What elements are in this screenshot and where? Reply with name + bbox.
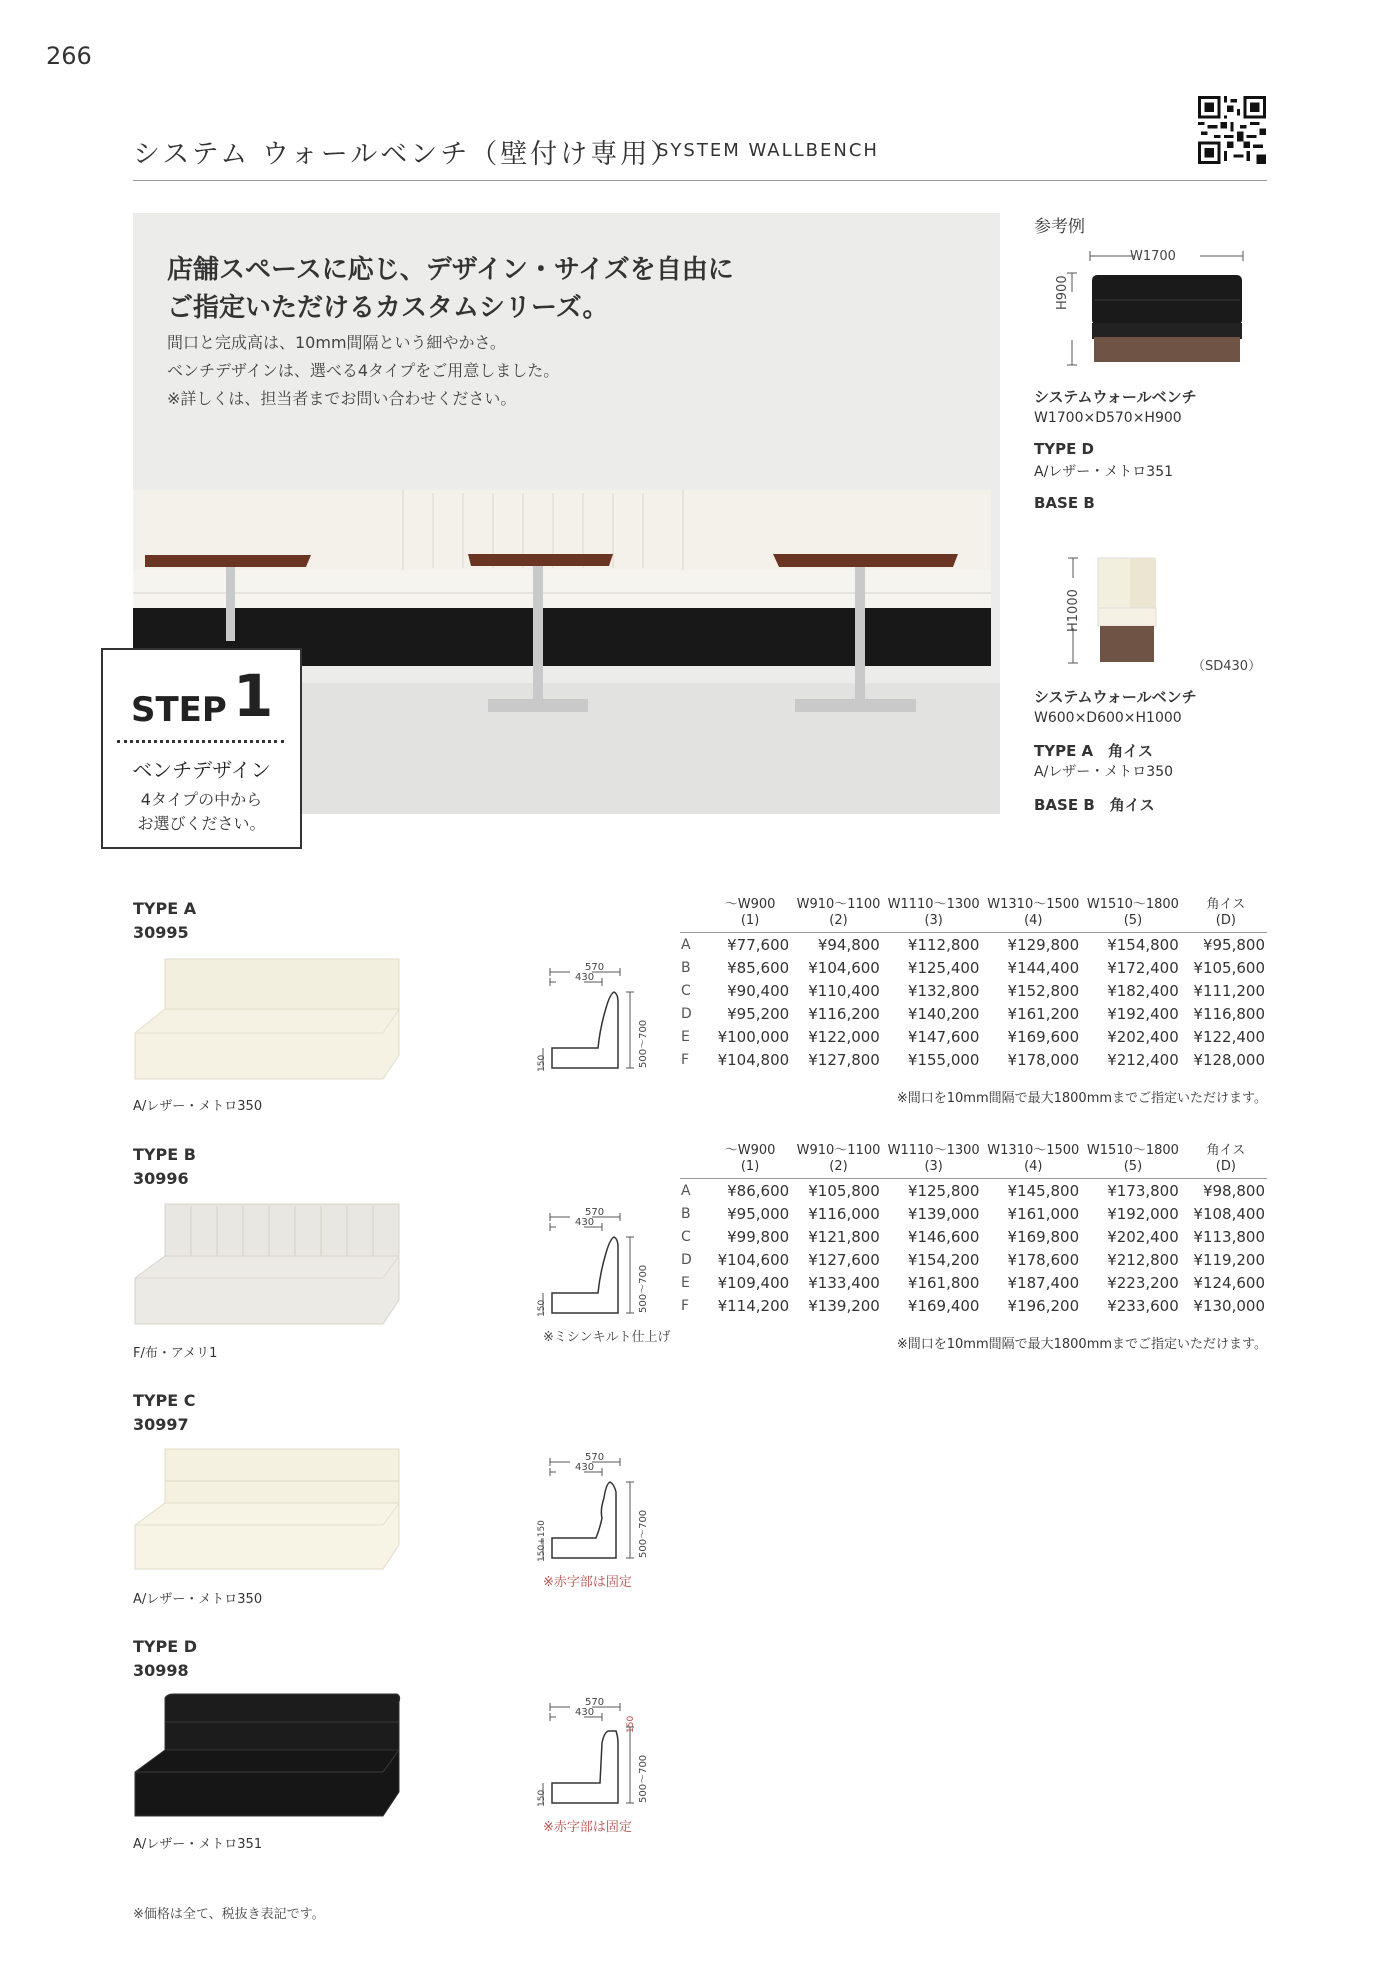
example-bench-d: [1050, 245, 1250, 375]
step-number: 1: [233, 662, 274, 730]
price-cell: ¥119,200: [1193, 1250, 1265, 1269]
price-cell: ¥104,600: [808, 958, 880, 977]
price-cell: ¥90,400: [727, 981, 790, 1000]
type-d-label: TYPE D 30998: [133, 1637, 198, 1680]
price-cell: ¥116,800: [1193, 1004, 1265, 1023]
dim-depth-total: 570: [585, 1452, 605, 1463]
price-cell: ¥112,800: [907, 935, 980, 954]
price-note: ※間口を10mm間隔で最大1800mmまでご指定いただけます。: [896, 1091, 1267, 1106]
dim-depth-inner: 430: [575, 1707, 595, 1718]
price-row: [681, 1025, 1269, 1048]
price-cell: ¥113,800: [1193, 1227, 1265, 1246]
price-grade: D: [681, 1005, 692, 1022]
price-header-blank: [681, 897, 707, 933]
price-cell: ¥111,200: [1193, 981, 1265, 1000]
sd-label: （SD430）: [1192, 659, 1262, 674]
example1-material: A/レザー・メトロ351: [1034, 464, 1174, 480]
price-cell: ¥152,800: [1007, 981, 1080, 1000]
diagram-note: ※赤字部は固定: [543, 1575, 632, 1590]
price-cell: ¥178,000: [1007, 1050, 1080, 1069]
hero-description: 間口と完成高は、10mm間隔という細やかさ。 ベンチデザインは、選べる4タイプをご用意しました。 ※詳しくは、担当者までお問い合わせください。: [167, 333, 560, 408]
type-b-label: TYPE B 30996: [133, 1145, 196, 1188]
price-row: [681, 933, 1269, 956]
dim-height-range: 500～700: [638, 1754, 649, 1803]
dim-height-label-2: H1000: [1066, 589, 1081, 632]
price-cell: ¥161,200: [1007, 1004, 1080, 1023]
page-subtitle: SYSTEM WALLBENCH: [657, 140, 879, 161]
price-grade: E: [681, 1274, 690, 1291]
price-grade: E: [681, 1028, 690, 1045]
price-grade: A: [681, 936, 691, 953]
price-cell: ¥85,600: [727, 958, 790, 977]
step-caption: ベンチデザイン: [132, 758, 271, 782]
diagram-note: ※ミシンキルト仕上げ: [543, 1330, 671, 1345]
type-c-bench-image: [133, 1445, 403, 1575]
price-cell: ¥98,800: [1202, 1181, 1265, 1200]
step-divider: [117, 740, 284, 743]
price-cell: ¥104,600: [717, 1250, 790, 1269]
dim-base-height: 150: [537, 1299, 547, 1317]
price-grade: C: [681, 982, 691, 999]
price-column-header: W910～1100 (2): [796, 1143, 881, 1174]
price-cell: ¥127,800: [808, 1050, 880, 1069]
price-cell: ¥95,000: [727, 1204, 790, 1223]
example2-material: A/レザー・メトロ350: [1034, 764, 1174, 780]
price-cell: ¥100,000: [717, 1027, 790, 1046]
price-cell: ¥122,000: [808, 1027, 880, 1046]
price-column-header: 角イス (D): [1206, 1143, 1246, 1174]
title-divider: [133, 180, 1267, 181]
price-column-header: ～W900 (1): [724, 1143, 776, 1174]
dim-height-range: 500～700: [638, 1509, 649, 1558]
example2-type: TYPE A 角イス: [1034, 742, 1154, 760]
price-note: ※間口を10mm間隔で最大1800mmまでご指定いただけます。: [896, 1337, 1267, 1352]
price-cell: ¥212,400: [1107, 1050, 1179, 1069]
reference-title: 参考例: [1034, 217, 1085, 237]
price-cell: ¥105,600: [1193, 958, 1265, 977]
dim-depth-total: 570: [585, 1207, 605, 1218]
price-column-header: ～W900 (1): [724, 897, 776, 928]
price-cell: ¥133,400: [808, 1273, 880, 1292]
step-box: [101, 648, 302, 849]
step-description: 4タイプの中から お選びください。: [137, 790, 266, 833]
example2-name: システムウォールベンチ: [1034, 688, 1197, 706]
price-cell: ¥99,800: [727, 1227, 790, 1246]
example1-name: システムウォールベンチ: [1034, 388, 1197, 406]
price-row: [681, 1294, 1269, 1317]
dim-depth-inner: 430: [575, 972, 595, 983]
dim-height-range: 500～700: [638, 1264, 649, 1313]
price-cell: ¥233,600: [1107, 1296, 1179, 1315]
price-cell: ¥161,000: [1007, 1204, 1080, 1223]
price-cell: ¥114,200: [717, 1296, 790, 1315]
price-grade: B: [681, 959, 691, 976]
price-table-type-b: [681, 1143, 1269, 1317]
price-cell: ¥192,000: [1107, 1204, 1179, 1223]
price-cell: ¥145,800: [1007, 1181, 1080, 1200]
dim-fixed-top: 150: [626, 1715, 636, 1733]
price-cell: ¥169,800: [1007, 1227, 1080, 1246]
dim-depth-total: 570: [585, 962, 605, 973]
price-cell: ¥94,800: [817, 935, 880, 954]
diagram-note: ※赤字部は固定: [543, 1820, 632, 1835]
price-cell: ¥132,800: [907, 981, 980, 1000]
price-cell: ¥116,200: [808, 1004, 880, 1023]
price-column-header: W1510～1800 (5): [1086, 1143, 1179, 1174]
price-cell: ¥154,800: [1107, 935, 1179, 954]
example2-size: W600×D600×H1000: [1034, 710, 1182, 726]
price-cell: ¥140,200: [907, 1004, 980, 1023]
price-row: [681, 1002, 1269, 1025]
price-cell: ¥173,800: [1107, 1181, 1179, 1200]
example1-type: TYPE D: [1034, 440, 1095, 458]
price-column-header: W1110～1300 (3): [887, 1143, 980, 1174]
price-cell: ¥139,200: [808, 1296, 880, 1315]
dim-width-label: W1700: [1130, 249, 1176, 264]
price-row: [681, 1271, 1269, 1294]
price-grade: D: [681, 1251, 692, 1268]
qr-code-icon[interactable]: [1198, 96, 1266, 164]
price-column-header: W1310～1500 (4): [987, 897, 1080, 928]
price-cell: ¥144,400: [1007, 958, 1080, 977]
dim-height-label: H900: [1055, 275, 1070, 310]
type-a-bench-image: [133, 955, 403, 1085]
type-d-material: A/レザー・メトロ351: [133, 1837, 263, 1852]
price-column-header: W1310～1500 (4): [987, 1143, 1080, 1174]
price-cell: ¥169,600: [1007, 1027, 1080, 1046]
price-cell: ¥192,400: [1107, 1004, 1179, 1023]
price-grade: C: [681, 1228, 691, 1245]
price-cell: ¥125,400: [907, 958, 980, 977]
type-a-material: A/レザー・メトロ350: [133, 1099, 263, 1114]
price-row: [681, 1048, 1269, 1071]
price-cell: ¥223,200: [1107, 1273, 1179, 1292]
price-row: [681, 979, 1269, 1002]
price-cell: ¥108,400: [1193, 1204, 1265, 1223]
price-cell: ¥196,200: [1007, 1296, 1080, 1315]
hero-headline: 店舗スペースに応じ、デザイン・サイズを自由に ご指定いただけるカスタムシリーズ。: [167, 255, 734, 323]
price-column-header: W910～1100 (2): [796, 897, 881, 928]
type-c-label: TYPE C 30997: [133, 1391, 196, 1434]
example1-size: W1700×D570×H900: [1034, 410, 1182, 426]
price-cell: ¥104,800: [717, 1050, 790, 1069]
price-cell: ¥125,800: [907, 1181, 980, 1200]
price-row: [681, 1202, 1269, 1225]
dim-depth-total: 570: [585, 1697, 605, 1708]
price-header-blank: [681, 1143, 707, 1179]
dim-depth-inner: 430: [575, 1462, 595, 1473]
price-cell: ¥105,800: [808, 1181, 880, 1200]
type-b-material: F/布・アメリ1: [133, 1346, 218, 1361]
price-cell: ¥187,400: [1007, 1273, 1080, 1292]
price-cell: ¥154,200: [907, 1250, 980, 1269]
price-cell: ¥122,400: [1193, 1027, 1265, 1046]
price-row: [681, 956, 1269, 979]
price-grade: A: [681, 1182, 691, 1199]
dim-depth-inner: 430: [575, 1217, 595, 1228]
step-word: STEP: [131, 690, 227, 730]
price-cell: ¥124,600: [1193, 1273, 1265, 1292]
price-cell: ¥128,000: [1193, 1050, 1265, 1069]
example2-base: BASE B 角イス: [1034, 796, 1155, 814]
price-cell: ¥116,000: [808, 1204, 880, 1223]
dim-base-height: 150: [537, 1054, 547, 1072]
example1-base: BASE B: [1034, 494, 1095, 512]
price-column-header: W1110～1300 (3): [887, 897, 980, 928]
price-cell: ¥139,000: [907, 1204, 980, 1223]
price-cell: ¥110,400: [808, 981, 880, 1000]
price-cell: ¥178,600: [1007, 1250, 1080, 1269]
price-grade: B: [681, 1205, 691, 1222]
type-b-bench-image: [133, 1200, 403, 1330]
price-cell: ¥77,600: [727, 935, 790, 954]
type-c-material: A/レザー・メトロ350: [133, 1592, 263, 1607]
type-d-bench-image: [133, 1692, 403, 1822]
price-cell: ¥86,600: [727, 1181, 790, 1200]
dim-base-height: 150: [537, 1789, 547, 1807]
type-a-label: TYPE A 30995: [133, 899, 197, 942]
price-cell: ¥146,600: [907, 1227, 980, 1246]
price-cell: ¥95,200: [727, 1004, 790, 1023]
price-cell: ¥202,400: [1107, 1027, 1179, 1046]
price-cell: ¥147,600: [907, 1027, 980, 1046]
price-cell: ¥169,400: [907, 1296, 980, 1315]
page-number: 266: [46, 42, 92, 70]
price-cell: ¥130,000: [1193, 1296, 1265, 1315]
price-row: [681, 1179, 1269, 1202]
price-cell: ¥182,400: [1107, 981, 1179, 1000]
price-cell: ¥155,000: [907, 1050, 980, 1069]
price-column-header: 角イス (D): [1206, 897, 1246, 928]
price-cell: ¥95,800: [1202, 935, 1265, 954]
dim-height-range: 500～700: [638, 1019, 649, 1068]
dim-base-height: 150+150: [537, 1520, 547, 1562]
price-cell: ¥121,800: [808, 1227, 880, 1246]
price-column-header: W1510～1800 (5): [1086, 897, 1179, 928]
price-grade: F: [681, 1051, 690, 1068]
price-cell: ¥212,800: [1107, 1250, 1179, 1269]
price-cell: ¥202,400: [1107, 1227, 1179, 1246]
price-row: [681, 1248, 1269, 1271]
price-cell: ¥129,800: [1007, 935, 1080, 954]
page-title: システム ウォールベンチ（壁付け専用）: [133, 139, 681, 170]
price-row: [681, 1225, 1269, 1248]
price-cell: ¥109,400: [717, 1273, 790, 1292]
price-table-type-a: [681, 897, 1269, 1071]
price-grade: F: [681, 1297, 690, 1314]
price-cell: ¥127,600: [808, 1250, 880, 1269]
price-cell: ¥172,400: [1107, 958, 1179, 977]
price-cell: ¥161,800: [907, 1273, 980, 1292]
tax-note: ※価格は全て、税抜き表記です。: [133, 1907, 325, 1922]
